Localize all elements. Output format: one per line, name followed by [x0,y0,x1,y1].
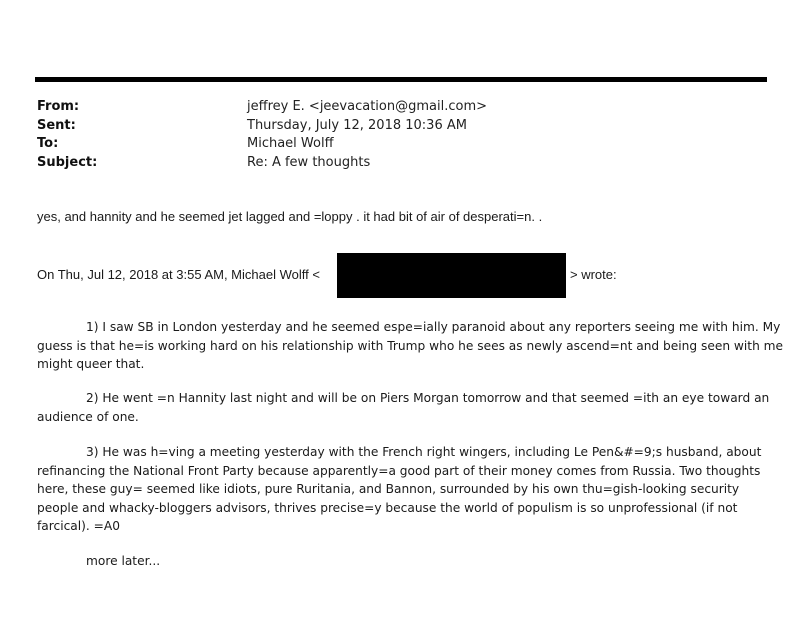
quoted-paragraph-1 [37,318,784,374]
paragraph-line: people and whacky-bloggers advisors, thrives precise=y because the world of populism is so unprofessional (if not [37,500,738,515]
subject-label: Subject: [37,155,98,170]
sent-value: Thursday, July 12, 2018 10:36 AM [247,118,467,133]
paragraph-line: audience of one. [37,409,139,424]
closing-line: more later... [86,554,161,568]
quoted-paragraph-2 [37,389,770,426]
to-value: Michael Wolff [247,136,334,151]
paragraph-line: farcical). =A0 [37,519,120,533]
reply-text: yes, and hannity and he seemed jet lagged and =loppy . it had bit of air of desperati=n. . [37,209,543,224]
to-label: To: [37,136,59,151]
paragraph-line: 3) He was h=ving a meeting yesterday with the French right wingers, including Le Pen&#=9;s husband, about [86,445,762,459]
quoted-closing [37,552,767,571]
paragraph-line: refinancing the National Front Party because apparently=a good part of their money comes from Russia. Two thoughts [37,463,761,478]
paragraph-line: here, these guy= seemed like idiots, pure Ruritania, and Bannon, surrounded by his own thu=gish-looking security [37,482,740,496]
quoted-paragraph-3 [37,443,767,536]
quote-attribution-prefix: On Thu, Jul 12, 2018 at 3:55 AM, Michael Wolff < [37,267,320,282]
paragraph-line: 1) I saw SB in London yesterday and he seemed espe=ially paranoid about any reporters seeing me with him. My [86,320,781,334]
paragraph-line: guess is that he=is working hard on his relationship with Trump who he sees as newly ascend=nt and being seen with me [37,338,784,353]
header-sent-row [37,117,777,135]
quote-attribution-suffix: > wrote: [570,267,617,282]
header-divider-rule [35,77,767,82]
header-from-row [37,98,777,116]
from-value: jeffrey E. <jeevacation@gmail.com> [247,99,487,114]
paragraph-line: 2) He went =n Hannity last night and will be on Piers Morgan tomorrow and that seemed =ith an eye toward an [86,391,770,405]
redacted-email-block [337,253,566,298]
sent-label: Sent: [37,118,76,133]
from-label: From: [37,99,80,114]
subject-value: Re: A few thoughts [247,155,371,170]
header-to-row [37,135,777,153]
header-subject-row [37,154,777,172]
paragraph-line: might queer that. [37,357,145,371]
